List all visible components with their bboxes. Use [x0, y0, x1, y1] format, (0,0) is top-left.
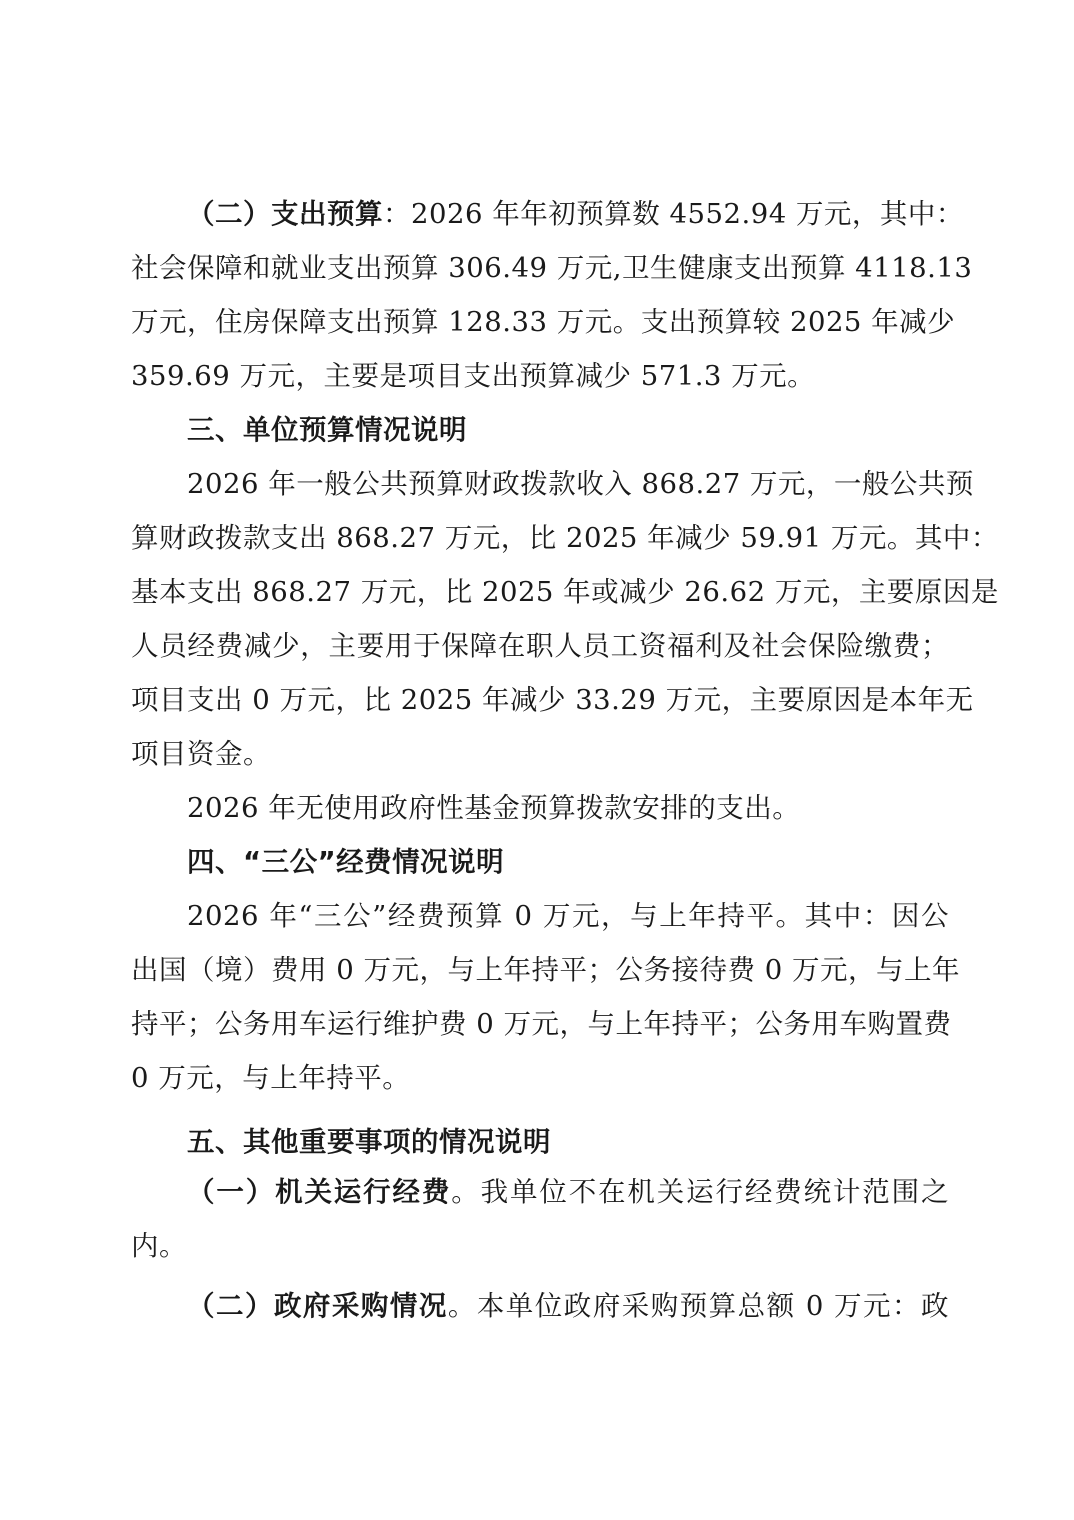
paragraph-line: 人员经费减少，主要用于保障在职人员工资福利及社会保险缴费；: [131, 630, 949, 662]
paragraph-line: 内。: [131, 1230, 187, 1262]
paragraph-line: 基本支出 868.27 万元，比 2025 年或减少 26.62 万元，主要原因是: [131, 576, 999, 608]
subheading: （二）支出预算: [187, 198, 383, 230]
paragraph-line: 2026 年无使用政府性基金预算拨款安排的支出。: [187, 792, 801, 824]
paragraph-line: 2026 年“三公”经费预算 0 万元，与上年持平。其中：因公: [187, 900, 949, 932]
paragraph-line: 2026 年一般公共预算财政拨款收入 868.27 万元，一般公共预: [187, 468, 974, 500]
paragraph-line: 359.69 万元，主要是项目支出预算减少 571.3 万元。: [131, 360, 816, 392]
paragraph-line: 项目支出 0 万元，比 2025 年减少 33.29 万元，主要原因是本年无: [131, 684, 974, 716]
paragraph-line: 项目资金。: [131, 738, 271, 770]
paragraph-line: （一）机关运行经费。我单位不在机关运行经费统计范围之: [187, 1176, 950, 1208]
subheading: （一）机关运行经费: [187, 1176, 452, 1208]
paragraph-line: （二）支出预算：2026 年年初预算数 4552.94 万元，其中：: [187, 198, 964, 230]
subheading: （二）政府采购情况: [187, 1290, 448, 1322]
section-heading: 五、其他重要事项的情况说明: [187, 1126, 551, 1158]
paragraph-line: （二）政府采购情况。本单位政府采购预算总额 0 万元：政: [187, 1290, 950, 1322]
section-heading: 三、单位预算情况说明: [187, 414, 467, 446]
paragraph-line: 出国（境）费用 0 万元，与上年持平；公务接待费 0 万元，与上年: [131, 954, 960, 986]
paragraph-line: 算财政拨款支出 868.27 万元，比 2025 年减少 59.91 万元。其中：: [131, 522, 999, 554]
paragraph-line: 持平；公务用车运行维护费 0 万元，与上年持平；公务用车购置费: [131, 1008, 952, 1040]
section-heading: 四、“三公”经费情况说明: [187, 846, 505, 878]
paragraph-line: 0 万元，与上年持平。: [131, 1062, 411, 1094]
paragraph-line: 社会保障和就业支出预算 306.49 万元,卫生健康支出预算 4118.13: [131, 252, 973, 284]
paragraph-line: 万元，住房保障支出预算 128.33 万元。支出预算较 2025 年减少: [131, 306, 956, 338]
